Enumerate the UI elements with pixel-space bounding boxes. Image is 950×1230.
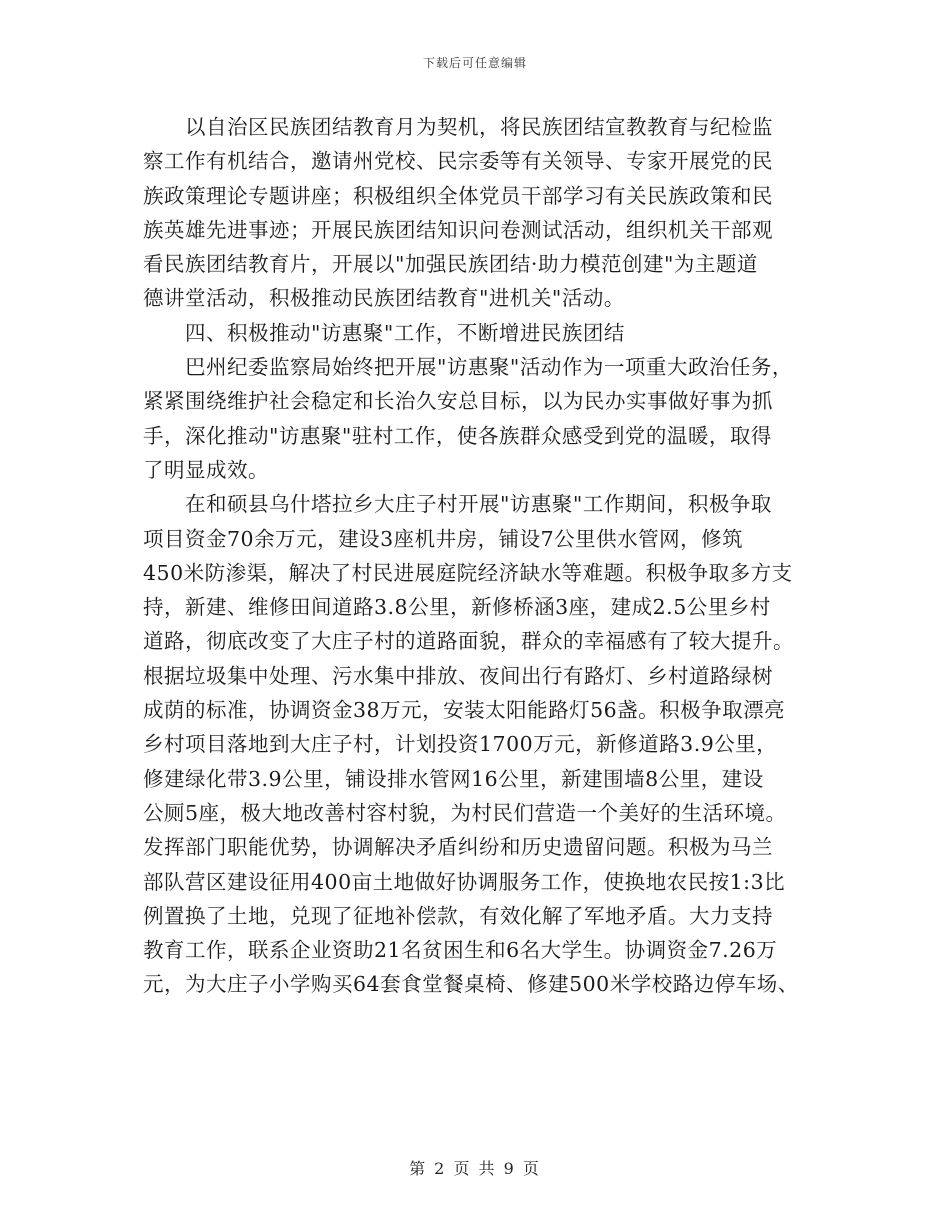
paragraph-line: 元，为大庄子小学购买64套食堂餐桌椅、修建500米学校路边停车场、	[143, 972, 799, 997]
paragraph-line: 道路，彻底改变了大庄子村的道路面貌，群众的幸福感有了较大提升。	[143, 629, 794, 654]
paragraph-line: 项目资金70余万元，建设3座机井房，铺设7公里供水管网，修筑	[143, 526, 744, 551]
page-header: 下载后可任意编辑	[422, 56, 527, 70]
document-body	[143, 110, 815, 1002]
section-heading: 四、积极推动"访惠聚"工作，不断增进民族团结	[185, 320, 625, 345]
paragraph-line: 族政策理论专题讲座；积极组织全体党员干部学习有关民族政策和民	[143, 183, 773, 208]
paragraph-line: 部队营区建设征用400亩土地做好协调服务工作，使换地农民按1:3比	[143, 869, 786, 894]
paragraph-line: 看民族团结教育片，开展以"加强民族团结·助力模范创建"为主题道	[143, 252, 758, 277]
paragraph-line: 族英雄先进事迹；开展民族团结知识问卷测试活动，组织机关干部观	[143, 217, 773, 242]
paragraph-line: 450米防渗渠，解决了村民进展庭院经济缺水等难题。积极争取多方支	[143, 560, 793, 585]
paragraph-line: 德讲堂活动，积极推动民族团结教育"进机关"活动。	[143, 286, 625, 311]
paragraph-line: 以自治区民族团结教育月为契机，将民族团结宣教教育与纪检监	[185, 115, 773, 139]
paragraph-line: 了明显成效。	[143, 457, 269, 482]
paragraph-line: 紧紧围绕维护社会稳定和长治久安总目标，以为民办实事做好事为抓	[143, 389, 773, 414]
paragraph-line: 教育工作，联系企业资助21名贫困生和6名大学生。协调资金7.26万	[143, 938, 778, 963]
paragraph-line: 持，新建、维修田间道路3.8公里，新修桥涵3座，建成2.5公里乡村	[143, 595, 771, 620]
paragraph-line: 例置换了土地，兑现了征地补偿款，有效化解了军地矛盾。大力支持	[143, 903, 773, 928]
paragraph-line: 在和硕县乌什塔拉乡大庄子村开展"访惠聚"工作期间，积极争取	[185, 492, 772, 517]
paragraph-line: 修建绿化带3.9公里，铺设排水管网16公里，新建围墙8公里，建设	[143, 766, 764, 791]
paragraph-line: 发挥部门职能优势，协调解决矛盾纠纷和历史遗留问题。积极为马兰	[143, 835, 773, 860]
page-number: 第 2 页 共 9 页	[409, 1159, 541, 1178]
paragraph-line: 成荫的标准，协调资金38万元，安装太阳能路灯56盏。积极争取漂亮	[143, 698, 786, 723]
paragraph-line: 根据垃圾集中处理、污水集中排放、夜间出行有路灯、乡村道路绿树	[143, 663, 773, 688]
paragraph-line: 察工作有机结合，邀请州党校、民宗委等有关领导、专家开展党的民	[143, 149, 773, 174]
paragraph-line: 手，深化推动"访惠聚"驻村工作，使各族群众感受到党的温暖，取得	[143, 423, 772, 448]
paragraph-line: 巴州纪委监察局始终把开展"访惠聚"活动作为一项重大政治任务，	[185, 355, 793, 380]
paragraph-line: 乡村项目落地到大庄子村，计划投资1700万元，新修道路3.9公里，	[143, 732, 778, 757]
paragraph-line: 公厕5座，极大地改善村容村貌，为村民们营造一个美好的生活环境。	[143, 800, 787, 825]
